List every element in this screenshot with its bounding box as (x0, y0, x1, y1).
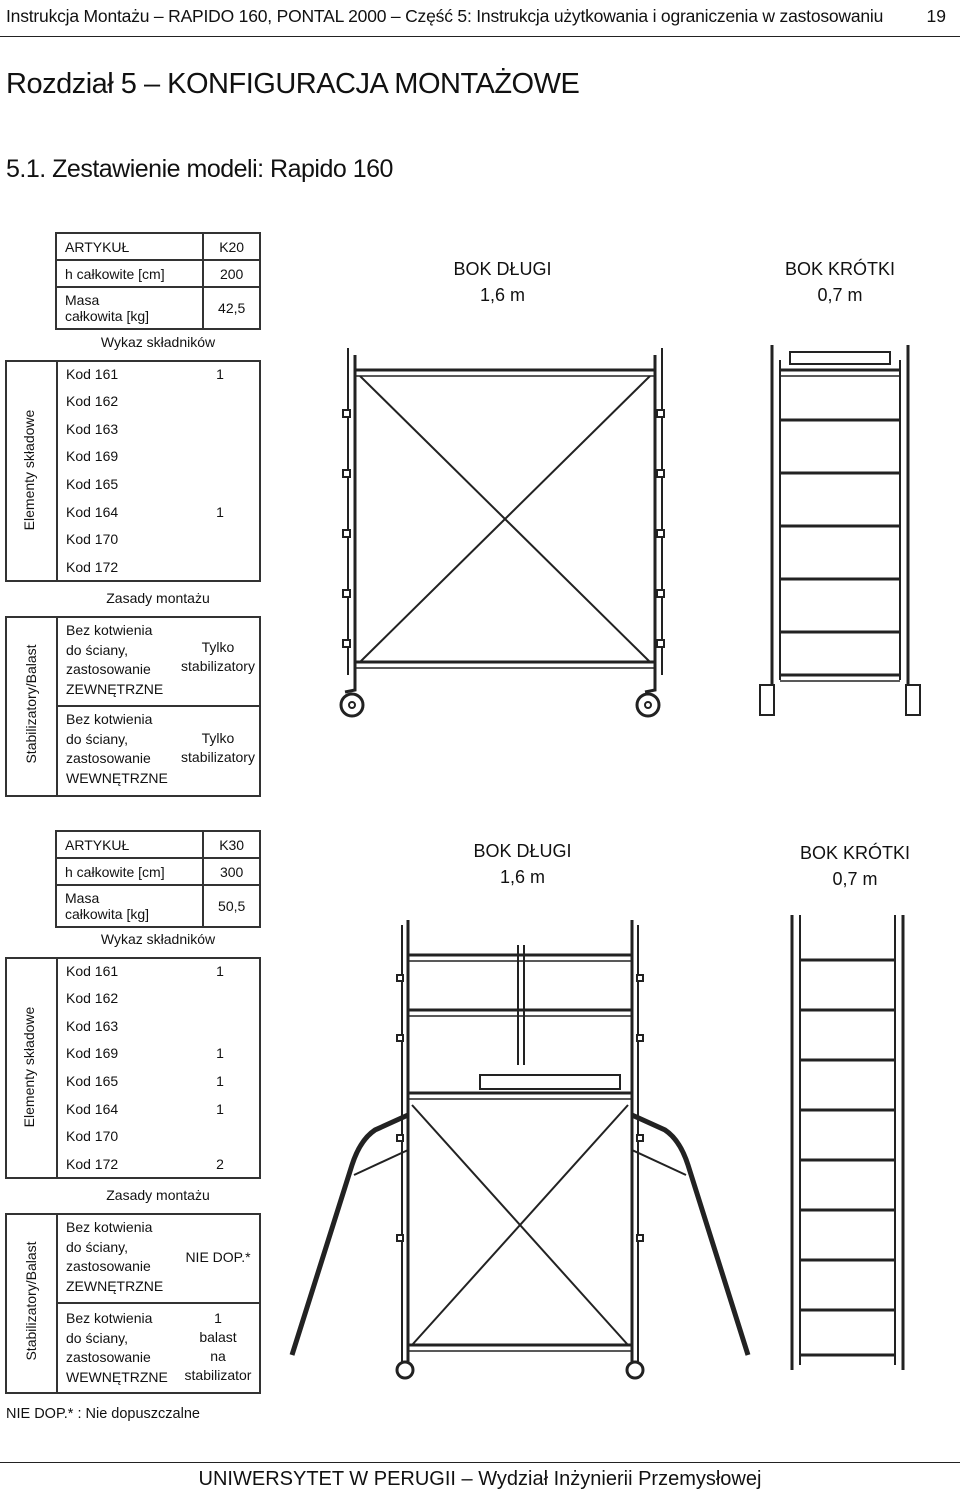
rule-line: ZEWNĘTRZNE (66, 1277, 164, 1294)
component-qty: 2 (216, 1156, 224, 1172)
rule-line: Bez kotwienia (66, 622, 153, 638)
rule-line: do ściany, (66, 1329, 128, 1346)
stabilizers-label: Stabilizatory/Balast (23, 644, 39, 764)
rule-line: do ściany, (66, 1238, 128, 1255)
elements-label: Elementy składowe (21, 1006, 37, 1128)
mass-value: 42,5 (203, 287, 260, 329)
side-short-size: 0,7 m (832, 869, 878, 889)
rule-line: do ściany, (66, 641, 128, 658)
rules-title: Zasady montażu (106, 1187, 210, 1203)
side-long-size: 1,6 m (499, 867, 546, 887)
component-code: Kod 165 (66, 476, 119, 492)
component-code: Kod 170 (66, 1128, 119, 1144)
side-short-title: BOK KRÓTKI (799, 843, 911, 863)
component-code: Kod 161 (66, 963, 119, 979)
height-label: h całkowite [cm] (56, 858, 203, 885)
footnote: NIE DOP.* : Nie dopuszczalne (6, 1406, 200, 1422)
scaffold-short-side-drawing (750, 340, 930, 720)
rule-value-line: stabilizator (184, 1367, 252, 1383)
side-short-title: BOK KRÓTKI (784, 259, 896, 279)
rules-title: Zasady montażu (106, 590, 210, 606)
rule-line: ZEWNĘTRZNE (66, 680, 164, 697)
footer-divider (0, 1462, 960, 1463)
stabilizers-label: Stabilizatory/Balast (23, 1241, 39, 1361)
artykul-value: K30 (203, 831, 260, 858)
rule-line: WEWNĘTRZNE (66, 769, 168, 786)
rule-outside-value (176, 1248, 260, 1267)
rule-line: zastosowanie (66, 1349, 151, 1365)
scaffold-long-side-drawing (280, 915, 770, 1385)
header-divider (0, 36, 960, 37)
rule-line: zastosowanie (66, 661, 151, 677)
rule-line: Bez kotwienia (66, 711, 153, 727)
scaffold-short-side-drawing (770, 910, 930, 1385)
component-code: Kod 164 (66, 504, 119, 520)
rule-line: zastosowanie (66, 1258, 151, 1274)
page-footer: UNIWERSYTET W PERUGII – Wydział Inżynierii Przemysłowej (198, 1468, 762, 1490)
rule-value-line: Tylko (201, 730, 235, 746)
scaffold-long-side-drawing (330, 340, 680, 720)
rule-outside-value (176, 638, 260, 676)
rule-value-line: Tylko (201, 639, 235, 655)
component-code: Kod 162 (66, 990, 119, 1006)
component-code: Kod 169 (66, 448, 119, 464)
rules-row-divider (56, 705, 261, 707)
components-divider (56, 360, 58, 582)
height-label: h całkowite [cm] (56, 260, 203, 287)
mass-label-line2: całkowita [kg] (65, 906, 150, 922)
rule-line: zastosowanie (66, 750, 151, 766)
component-code: Kod 163 (66, 1018, 119, 1034)
rule-inside-value (176, 729, 260, 767)
rule-value-line: stabilizatory (181, 658, 255, 674)
artykul-value: K20 (203, 233, 260, 260)
component-qty: 1 (216, 1073, 224, 1089)
mass-label-line2: całkowita [kg] (65, 308, 150, 324)
rule-outside-text (66, 1218, 163, 1296)
side-long-title: BOK DŁUGI (473, 841, 572, 861)
mass-label (56, 287, 203, 329)
rules-row-divider (56, 1302, 261, 1304)
mass-value: 50,5 (203, 885, 260, 927)
rule-inside-text (66, 1309, 168, 1387)
rule-line: Bez kotwienia (66, 1310, 153, 1326)
component-code: Kod 172 (66, 1156, 119, 1172)
side-short-label (775, 840, 935, 892)
component-code: Kod 163 (66, 421, 119, 437)
component-qty: 1 (216, 504, 224, 520)
rule-value-line: 1 (214, 1310, 222, 1326)
mass-label-line1: Masa (65, 890, 100, 906)
elements-label: Elementy składowe (21, 409, 37, 531)
artykul-label: ARTYKUŁ (56, 831, 203, 858)
running-header: Instrukcja Montażu – RAPIDO 160, PONTAL 2000 – Część 5: Instrukcja użytkowania i ograniczenia w zastosowaniu (6, 6, 884, 26)
components-title: Wykaz składników (100, 931, 216, 947)
component-code: Kod 169 (66, 1045, 119, 1061)
mass-label-line1: Masa (65, 292, 100, 308)
component-code: Kod 172 (66, 559, 119, 575)
side-long-size: 1,6 m (479, 285, 526, 305)
height-value: 200 (203, 260, 260, 287)
rule-value-line: na (210, 1348, 226, 1364)
artykul-label: ARTYKUŁ (56, 233, 203, 260)
component-code: Kod 164 (66, 1101, 119, 1117)
components-box (5, 360, 261, 582)
rule-outside-text (66, 621, 163, 699)
component-qty: 1 (216, 1045, 224, 1061)
component-code: Kod 165 (66, 1073, 119, 1089)
rule-value-line: balast (199, 1329, 237, 1345)
components-box (5, 957, 261, 1179)
component-code: Kod 161 (66, 366, 119, 382)
rule-line: Bez kotwienia (66, 1219, 153, 1235)
component-code: Kod 162 (66, 393, 119, 409)
component-qty: 1 (216, 1101, 224, 1117)
rule-line: WEWNĘTRZNE (66, 1368, 168, 1385)
component-qty: 1 (216, 366, 224, 382)
page-number: 19 (926, 6, 946, 26)
spec-table-k30 (55, 830, 261, 928)
spec-table-k20 (55, 232, 261, 330)
rule-value-line: NIE DOP.* (185, 1249, 251, 1265)
rule-line: do ściany, (66, 730, 128, 747)
section-title: 5.1. Zestawienie modeli: Rapido 160 (6, 155, 393, 183)
components-divider (56, 957, 58, 1179)
height-value: 300 (203, 858, 260, 885)
rule-inside-text (66, 710, 168, 788)
mass-label (56, 885, 203, 927)
side-short-size: 0,7 m (817, 285, 863, 305)
component-code: Kod 170 (66, 531, 119, 547)
side-long-title: BOK DŁUGI (453, 259, 552, 279)
side-long-label (420, 256, 585, 308)
side-short-label (760, 256, 920, 308)
side-long-label (440, 838, 605, 890)
chapter-title: Rozdział 5 – KONFIGURACJA MONTAŻOWE (6, 68, 580, 100)
component-qty: 1 (216, 963, 224, 979)
rule-value-line: stabilizatory (181, 749, 255, 765)
rule-inside-value (176, 1309, 260, 1385)
components-title: Wykaz składników (100, 334, 216, 350)
